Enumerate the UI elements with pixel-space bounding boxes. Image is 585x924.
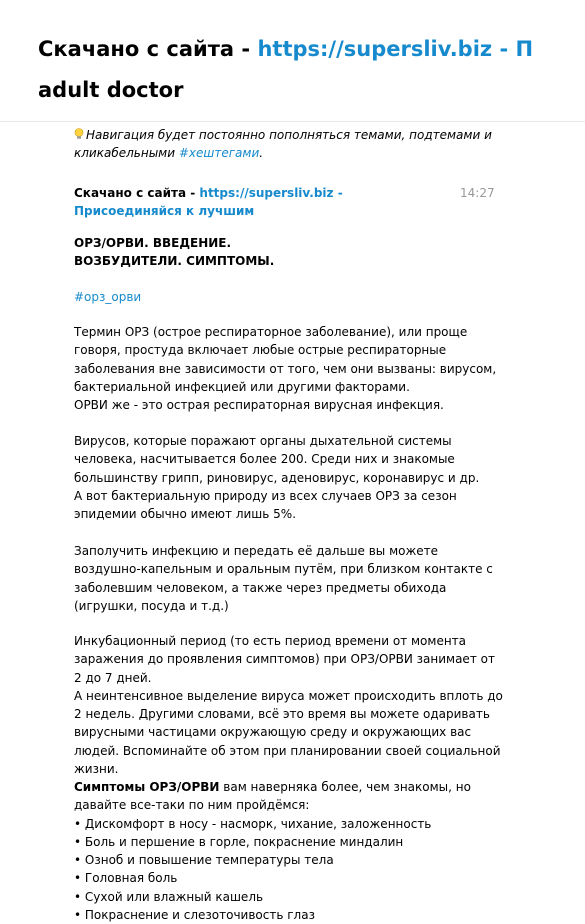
symptoms-section	[74, 778, 504, 924]
lightbulb-icon	[74, 128, 84, 140]
paragraph-2-line1: Вирусов, которые поражают органы дыхательной системы человека, насчитывается более 200. Среди них и знакомые большинству грипп, риновирус, аденовирус, коронавирус и др.	[74, 434, 480, 485]
chat-header	[0, 0, 585, 122]
message-title-line1: ОРЗ/ОРВИ. ВВЕДЕНИЕ.	[74, 236, 232, 250]
hashtag-link[interactable]: #хештегами	[178, 146, 260, 160]
symptoms-intro	[74, 778, 504, 815]
paragraph-1-line2: ОРВИ же - это острая респираторная вирусная инфекция.	[74, 398, 444, 413]
navigation-note-text: Навигация будет постоянно пополняться темами, подтемами и кликабельными	[74, 128, 492, 160]
symptom-item: • Головная боль	[74, 871, 178, 886]
symptoms-intro-text: вам наверняка более, чем знакомы, но давайте все-таки по ним пройдёмся:	[74, 780, 471, 813]
paragraph-2	[74, 432, 504, 523]
symptoms-heading: Симптомы ОРЗ/ОРВИ	[74, 780, 220, 794]
paragraph-2-line2: А вот бактериальную природу из всех случаев ОРЗ за сезон эпидемии обычно имеют лишь 5%.	[74, 488, 457, 522]
navigation-note	[74, 126, 504, 162]
chat-title[interactable]	[38, 31, 583, 68]
paragraph-4	[74, 632, 504, 778]
symptom-item: • Озноб и повышение температуры тела	[74, 853, 334, 868]
hashtag-row	[74, 288, 504, 306]
hashtag-orz-orvi[interactable]: #орз_орви	[74, 290, 142, 304]
paragraph-3: Заполучить инфекцию и передать её дальше вы можете воздушно-капельным и оральным путём, при близком контакте с заболевшим человеком, а также через предметы обихода (игрушки, посуда и т.д.)	[74, 544, 493, 613]
symptom-item: • Покраснение и слезоточивость глаз	[74, 908, 315, 923]
paragraph-4-line2: А неинтенсивное выделение вируса может происходить вплоть до 2 недель. Другими словами, всё это время вы можете одаривать вирусными частицами окружающую среду и окружающих вас людей. Вспоминайте об этом при планировании своей социальной жизни.	[74, 688, 503, 777]
message-time: 14:27	[460, 186, 495, 200]
paragraph-4-line1: Инкубационный период (то есть период времени от момента заражения до проявления симптомов) при ОРЗ/ОРВИ занимает от 2 до 7 дней.	[74, 634, 495, 685]
sender-prefix: Скачано с сайта -	[74, 186, 200, 200]
message-sender[interactable]	[74, 184, 444, 220]
message-title-line2: ВОЗБУДИТЕЛИ. СИМПТОМЫ.	[74, 254, 275, 269]
message-title	[74, 234, 504, 271]
symptom-item: • Сухой или влажный кашель	[74, 889, 264, 904]
paragraph-1	[74, 323, 504, 414]
sender-link[interactable]: https://supersliv.biz - Присоединяйся к лучшим	[74, 186, 343, 218]
symptom-item: • Боль и першение в горле, покраснение миндалин	[74, 834, 404, 849]
navigation-note-suffix: .	[259, 146, 264, 160]
chat-title-link[interactable]: https://supersliv.biz - П	[257, 37, 534, 61]
paragraph-1-line1: Термин ОРЗ (острое респираторное заболевание), или проще говоря, простуда включает любые острые респираторные заболевания вне зависимости от того, чем они вызваны: вирусом, бактериальной инфекцией или другими факторами.	[74, 325, 497, 394]
chat-title-prefix: Скачано с сайта -	[38, 37, 258, 61]
chat-subtitle: adult doctor	[38, 78, 184, 102]
symptom-item: • Дискомфорт в носу - насморк, чихание, заложенность	[74, 816, 432, 831]
